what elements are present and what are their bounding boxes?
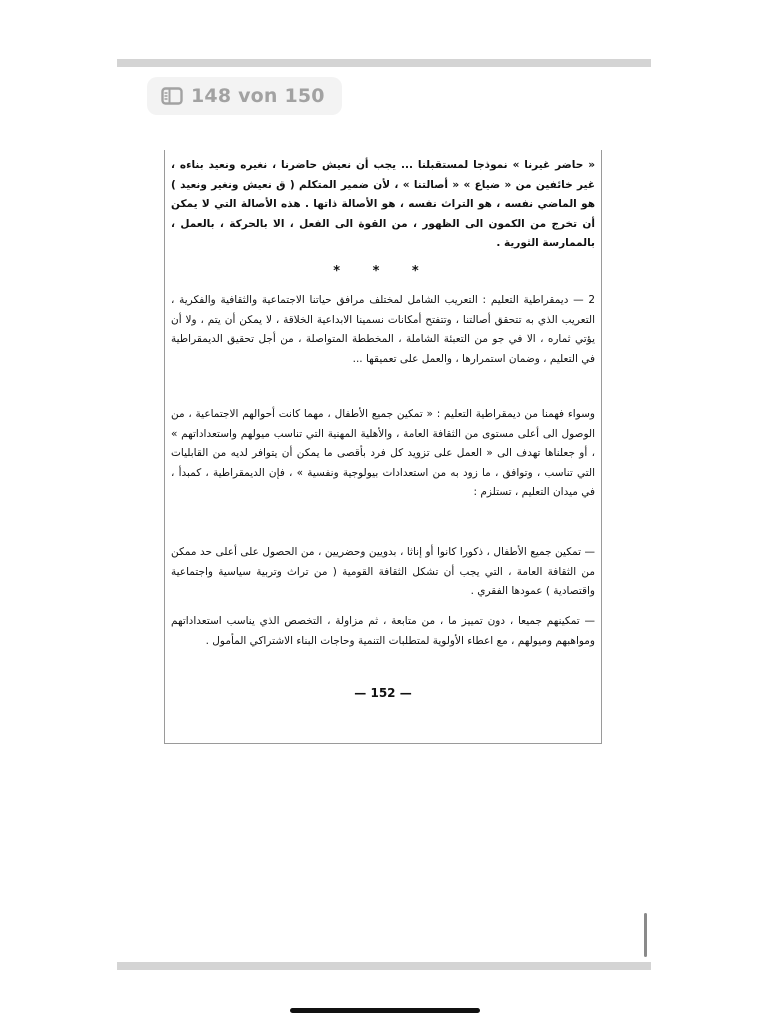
top-divider [117,59,651,67]
home-indicator[interactable] [290,1008,480,1013]
book-icon [161,87,183,105]
page-number: — 152 — [354,686,412,700]
page-counter[interactable] [147,77,342,115]
document-page [164,150,602,744]
scrollbar-thumb[interactable] [644,913,647,957]
section-separator: * * * [333,264,433,279]
paragraph-3: وسواء فهمنا من ديمقراطية التعليم : « تمكين جميع الأطفال ، مهما كانت أحوالهم الاجتماعية ، من الوصول الى أعلى مستوى من الثقافة العامة ، والأهلية المهنية التي تناسب ميولهم واستعداداتهم » ، أو جعلناها تهدف الى « العمل على تزويد كل فرد بأقصى ما يمكن أن يتوافر لديه من القابليات التي تناسب ، وتوافق ، ما زود به من استعدادات بيولوجية ونفسية » ، فإن الديمقراطية ، كمبدأ ، في ميدان التعليم ، تستلزم : [171,408,595,498]
paragraph-1: « حاضر غيرنا » نموذجا لمستقبلنا ... يجب أن نعيش حاضرنا ، نغيره ونعيد بناءه ، غير خائفين من « ضياع » « أصالتنا » ، لأن ضمير المتكلم ( ق نعيش ونغير ونعيد ) هو الماضي نفسه ، هو التراث نفسه ، هو الأصالة ذاتها . هذه الأصالة التي لا يمكن أن تخرج من الكمون الى الظهور ، من القوة الى الفعل ، الا بالحركة ، بالعمل ، بالممارسة الثورية . [171,159,595,249]
page-counter-label: 148 von 150 [191,85,325,107]
paragraph-2: 2 — ديمقراطية التعليم : التعريب الشامل لمختلف مرافق حياتنا الاجتماعية والثقافية والفكرية ، التعريب الذي به تتحقق أصالتنا ، وتتفتح أمكانات نسمينا الابداعية الخلاقة ، لا يمكن أن يتم ، ولا أن يؤتي ثماره ، الا في جو من التعبئة الشاملة ، المخططة المتواصلة ، من أجل تحقيق الديمقراطية في التعليم ، وضمان استمرارها ، والعمل على تعميقها ... [171,294,595,365]
paragraph-4: — تمكين جميع الأطفال ، ذكورا كانوا أو إناثا ، بدويين وحضريين ، من الحصول على أعلى حد ممكن من الثقافة العامة ، التي يجب أن تشكل الثقافة القومية ( من تراث وتربية سياسية واجتماعية واقتصادية ) عمودها الفقري . [171,546,595,597]
bottom-divider [117,962,651,970]
paragraph-5: — تمكينهم جميعا ، دون تمييز ما ، من متابعة ، ثم مزاولة ، التخصص الذي يناسب استعداداتهم ومواهبهم وميولهم ، مع اعطاء الأولوية لمتطلبات التنمية وحاجات البناء الاشتراكي المأمول . [171,615,595,647]
